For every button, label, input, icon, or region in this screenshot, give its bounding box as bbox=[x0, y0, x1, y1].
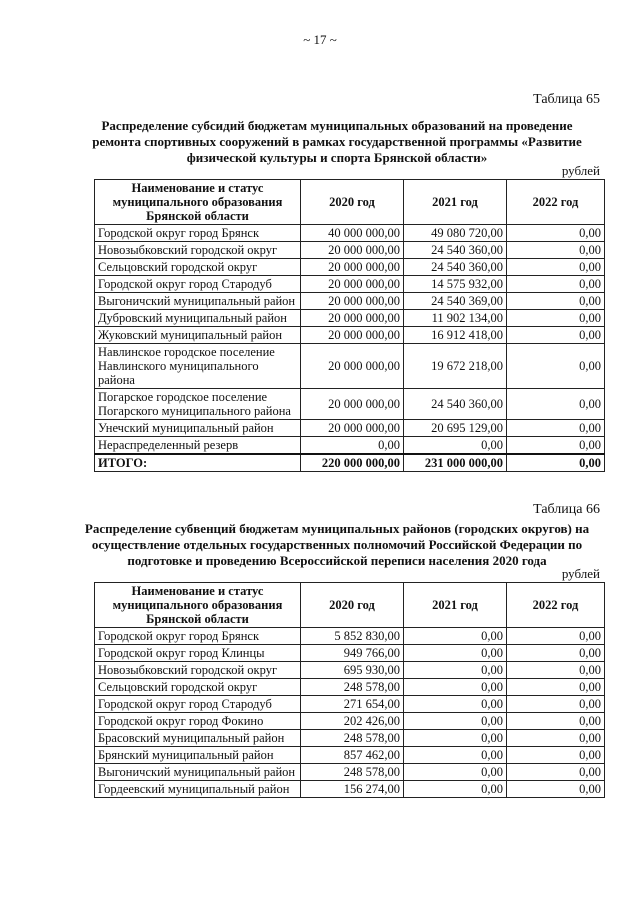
header-2021: 2021 год bbox=[404, 180, 507, 225]
cell-value: 20 695 129,00 bbox=[404, 420, 507, 437]
cell-value: 20 000 000,00 bbox=[301, 420, 404, 437]
cell-name: Нераспределенный резерв bbox=[95, 437, 301, 455]
cell-value: 24 540 360,00 bbox=[404, 242, 507, 259]
cell-value: 0,00 bbox=[507, 764, 605, 781]
cell-value: 0,00 bbox=[404, 713, 507, 730]
table-row bbox=[95, 389, 605, 420]
cell-name: Унечский муниципальный район bbox=[95, 420, 301, 437]
cell-name: Брянский муниципальный район bbox=[95, 747, 301, 764]
cell-value: 0,00 bbox=[507, 628, 605, 645]
cell-value: 20 000 000,00 bbox=[301, 259, 404, 276]
cell-value: 16 912 418,00 bbox=[404, 327, 507, 344]
cell-name: Городской округ город Брянск bbox=[95, 628, 301, 645]
cell-value: 0,00 bbox=[507, 662, 605, 679]
cell-value: 0,00 bbox=[507, 713, 605, 730]
cell-value: 20 000 000,00 bbox=[301, 327, 404, 344]
cell-value: 0,00 bbox=[404, 730, 507, 747]
cell-name: Новозыбковский городской округ bbox=[95, 242, 301, 259]
cell-value: 0,00 bbox=[404, 662, 507, 679]
header-2021: 2021 год bbox=[404, 583, 507, 628]
total-value: 220 000 000,00 bbox=[301, 454, 404, 472]
cell-value: 0,00 bbox=[404, 437, 507, 455]
table-row bbox=[95, 628, 605, 645]
cell-value: 11 902 134,00 bbox=[404, 310, 507, 327]
cell-value: 19 672 218,00 bbox=[404, 344, 507, 389]
cell-value: 0,00 bbox=[507, 696, 605, 713]
cell-value: 20 000 000,00 bbox=[301, 344, 404, 389]
cell-value: 24 540 369,00 bbox=[404, 293, 507, 310]
cell-name: Городской округ город Брянск bbox=[95, 225, 301, 242]
header-2020: 2020 год bbox=[301, 583, 404, 628]
cell-name: Городской округ город Стародуб bbox=[95, 696, 301, 713]
table-row bbox=[95, 645, 605, 662]
header-name: Наименование и статус муниципального образования Брянской области bbox=[95, 583, 301, 628]
cell-value: 0,00 bbox=[507, 344, 605, 389]
cell-value: 695 930,00 bbox=[301, 662, 404, 679]
total-label: ИТОГО: bbox=[95, 454, 301, 472]
total-row bbox=[95, 454, 605, 472]
header-2022: 2022 год bbox=[507, 180, 605, 225]
cell-value: 0,00 bbox=[507, 781, 605, 798]
table-66-title: Распределение субвенций бюджетам муниципальных районов (городских округов) на осуществление отдельных государственных полномочий Российской Федерации по подготовке и проведению Всероссийской переписи населения 2020 года bbox=[84, 521, 590, 568]
cell-name: Городской округ город Клинцы bbox=[95, 645, 301, 662]
table-row bbox=[95, 420, 605, 437]
cell-value: 949 766,00 bbox=[301, 645, 404, 662]
cell-value: 49 080 720,00 bbox=[404, 225, 507, 242]
cell-value: 0,00 bbox=[507, 389, 605, 420]
table-row bbox=[95, 679, 605, 696]
table-row bbox=[95, 276, 605, 293]
cell-value: 20 000 000,00 bbox=[301, 310, 404, 327]
table-row bbox=[95, 730, 605, 747]
total-value: 231 000 000,00 bbox=[404, 454, 507, 472]
cell-value: 0,00 bbox=[507, 679, 605, 696]
cell-name: Выгоничский муниципальный район bbox=[95, 764, 301, 781]
table-row bbox=[95, 713, 605, 730]
cell-value: 0,00 bbox=[404, 628, 507, 645]
cell-value: 20 000 000,00 bbox=[301, 242, 404, 259]
cell-value: 271 654,00 bbox=[301, 696, 404, 713]
cell-value: 857 462,00 bbox=[301, 747, 404, 764]
cell-value: 0,00 bbox=[507, 747, 605, 764]
cell-value: 0,00 bbox=[507, 327, 605, 344]
header-2020: 2020 год bbox=[301, 180, 404, 225]
table-65-label: Таблица 65 bbox=[533, 92, 600, 107]
cell-value: 0,00 bbox=[404, 645, 507, 662]
cell-value: 20 000 000,00 bbox=[301, 293, 404, 310]
cell-value: 0,00 bbox=[404, 696, 507, 713]
cell-value: 24 540 360,00 bbox=[404, 389, 507, 420]
table-row bbox=[95, 225, 605, 242]
table-66-unit: рублей bbox=[561, 566, 600, 581]
cell-name: Навлинское городское поселение Навлинского муниципального района bbox=[95, 344, 301, 389]
table-row bbox=[95, 747, 605, 764]
table-row bbox=[95, 662, 605, 679]
table-row bbox=[95, 696, 605, 713]
table-row bbox=[95, 781, 605, 798]
table-row bbox=[95, 344, 605, 389]
cell-name: Новозыбковский городской округ bbox=[95, 662, 301, 679]
cell-name: Городской округ город Стародуб bbox=[95, 276, 301, 293]
cell-value: 0,00 bbox=[404, 747, 507, 764]
table-66-label: Таблица 66 bbox=[533, 502, 600, 517]
cell-value: 248 578,00 bbox=[301, 764, 404, 781]
table-row bbox=[95, 327, 605, 344]
cell-name: Городской округ город Фокино bbox=[95, 713, 301, 730]
header-name: Наименование и статус муниципального образования Брянской области bbox=[95, 180, 301, 225]
cell-name: Погарское городское поселение Погарского муниципального района bbox=[95, 389, 301, 420]
cell-value: 156 274,00 bbox=[301, 781, 404, 798]
cell-value: 0,00 bbox=[301, 437, 404, 455]
cell-name: Сельцовский городской округ bbox=[95, 679, 301, 696]
table-65-title: Распределение субсидий бюджетам муниципальных образований на проведение ремонта спортивных сооружений в рамках государственной программы «Развитие физической культуры и спорта Брянской области» bbox=[92, 118, 582, 165]
cell-name: Выгоничский муниципальный район bbox=[95, 293, 301, 310]
cell-value: 5 852 830,00 bbox=[301, 628, 404, 645]
table-row bbox=[95, 437, 605, 455]
cell-value: 0,00 bbox=[507, 437, 605, 455]
table-65 bbox=[94, 179, 605, 472]
cell-value: 202 426,00 bbox=[301, 713, 404, 730]
table-row bbox=[95, 764, 605, 781]
cell-value: 0,00 bbox=[507, 645, 605, 662]
table-row bbox=[95, 242, 605, 259]
cell-value: 0,00 bbox=[507, 730, 605, 747]
cell-value: 248 578,00 bbox=[301, 679, 404, 696]
cell-value: 0,00 bbox=[507, 276, 605, 293]
page-number: ~ 17 ~ bbox=[303, 32, 337, 47]
cell-value: 24 540 360,00 bbox=[404, 259, 507, 276]
cell-value: 40 000 000,00 bbox=[301, 225, 404, 242]
cell-value: 0,00 bbox=[507, 242, 605, 259]
cell-value: 20 000 000,00 bbox=[301, 389, 404, 420]
cell-value: 0,00 bbox=[404, 764, 507, 781]
cell-value: 0,00 bbox=[507, 293, 605, 310]
cell-name: Жуковский муниципальный район bbox=[95, 327, 301, 344]
cell-value: 0,00 bbox=[507, 225, 605, 242]
cell-value: 0,00 bbox=[507, 310, 605, 327]
table-row bbox=[95, 310, 605, 327]
header-2022: 2022 год bbox=[507, 583, 605, 628]
cell-value: 14 575 932,00 bbox=[404, 276, 507, 293]
cell-name: Дубровский муниципальный район bbox=[95, 310, 301, 327]
cell-value: 0,00 bbox=[404, 679, 507, 696]
cell-name: Брасовский муниципальный район bbox=[95, 730, 301, 747]
cell-value: 0,00 bbox=[507, 259, 605, 276]
cell-value: 20 000 000,00 bbox=[301, 276, 404, 293]
cell-value: 0,00 bbox=[404, 781, 507, 798]
total-value: 0,00 bbox=[507, 454, 605, 472]
table-66 bbox=[94, 582, 605, 798]
cell-name: Сельцовский городской округ bbox=[95, 259, 301, 276]
cell-value: 0,00 bbox=[507, 420, 605, 437]
table-row bbox=[95, 259, 605, 276]
cell-value: 248 578,00 bbox=[301, 730, 404, 747]
cell-name: Гордеевский муниципальный район bbox=[95, 781, 301, 798]
table-65-unit: рублей bbox=[561, 163, 600, 178]
table-row bbox=[95, 293, 605, 310]
